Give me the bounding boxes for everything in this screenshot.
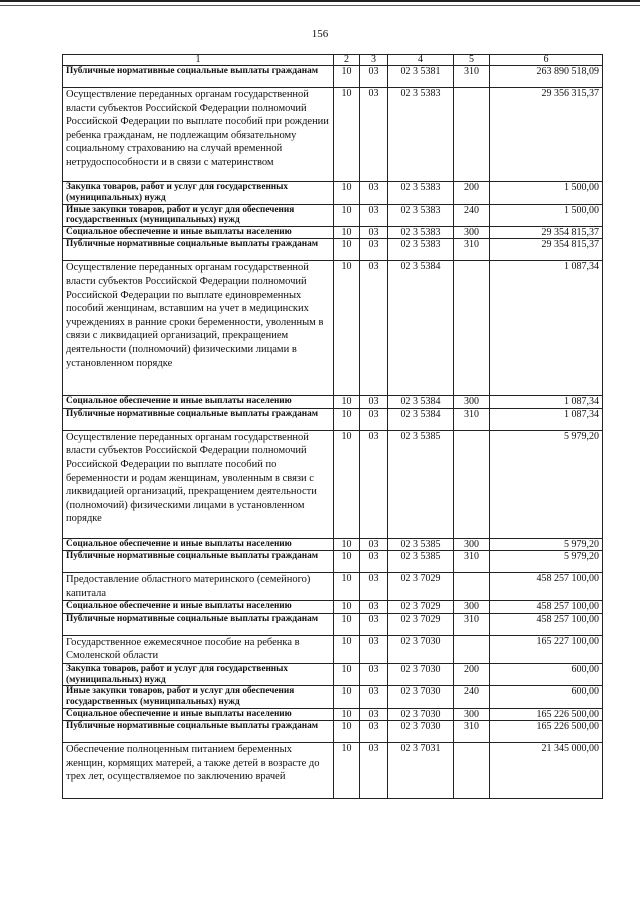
row-subsection: 03 [360, 601, 388, 613]
row-amount: 458 257 100,00 [490, 613, 603, 635]
row-section: 10 [334, 573, 360, 601]
row-amount: 263 890 518,09 [490, 66, 603, 88]
row-section: 10 [334, 613, 360, 635]
row-section: 10 [334, 743, 360, 799]
row-section: 10 [334, 182, 360, 205]
row-subsection: 03 [360, 227, 388, 239]
table-row [63, 601, 603, 613]
row-subsection: 03 [360, 721, 388, 743]
row-subsection: 03 [360, 182, 388, 205]
table-row [63, 261, 603, 396]
row-subsection: 03 [360, 551, 388, 573]
row-subsection: 03 [360, 204, 388, 227]
row-section: 10 [334, 227, 360, 239]
row-description: Социальное обеспечение и иные выплаты населению [63, 538, 334, 550]
row-description: Предоставление областного материнского (семейного) капитала [63, 573, 334, 601]
row-description: Иные закупки товаров, работ и услуг для обеспечения государственных (муниципальных) нужд [63, 204, 334, 227]
row-target-article: 02 3 7029 [388, 613, 454, 635]
row-target-article: 02 3 7030 [388, 708, 454, 720]
row-expense-type: 310 [454, 551, 490, 573]
row-target-article: 02 3 5384 [388, 396, 454, 408]
row-amount: 1 087,34 [490, 396, 603, 408]
row-description: Осуществление переданных органам государственной власти субъектов Российской Федерации полномочий Российской Федерации по выплате единовременных пособий женщинам, вставшим на учет в медицинских учреждениях в ранние сроки беременности, уволенным в связи с ликвидацией организаций, прекращением деятельности (полномочий) физическими лицами в установленном порядке [63, 261, 334, 396]
row-target-article: 02 3 5383 [388, 88, 454, 182]
table-row [63, 708, 603, 720]
row-amount: 1 500,00 [490, 204, 603, 227]
row-target-article: 02 3 7029 [388, 573, 454, 601]
row-description: Публичные нормативные социальные выплаты гражданам [63, 239, 334, 261]
row-subsection: 03 [360, 396, 388, 408]
row-target-article: 02 3 5384 [388, 408, 454, 430]
row-section: 10 [334, 430, 360, 538]
row-amount: 5 979,20 [490, 551, 603, 573]
row-section: 10 [334, 408, 360, 430]
row-description: Осуществление переданных органам государственной власти субъектов Российской Федерации полномочий Российской Федерации по выплате пособий по беременности и родам женщинам, уволенным в связи с ликвидацией организаций, прекращением деятельности (полномочий) физическими лицами в установленном порядке [63, 430, 334, 538]
table-row [63, 613, 603, 635]
table-row [63, 743, 603, 799]
row-description: Публичные нормативные социальные выплаты гражданам [63, 66, 334, 88]
row-expense-type [454, 573, 490, 601]
table-row [63, 721, 603, 743]
row-subsection: 03 [360, 66, 388, 88]
header-cell-6: 6 [490, 55, 603, 66]
row-target-article: 02 3 5381 [388, 66, 454, 88]
row-amount: 1 500,00 [490, 182, 603, 205]
header-cell-5: 5 [454, 55, 490, 66]
table-row [63, 239, 603, 261]
row-subsection: 03 [360, 613, 388, 635]
row-amount: 165 226 500,00 [490, 708, 603, 720]
row-description: Иные закупки товаров, работ и услуг для обеспечения государственных (муниципальных) нужд [63, 686, 334, 709]
table-row [63, 663, 603, 686]
row-description: Публичные нормативные социальные выплаты гражданам [63, 551, 334, 573]
row-expense-type: 310 [454, 408, 490, 430]
row-amount: 29 356 315,37 [490, 88, 603, 182]
row-section: 10 [334, 686, 360, 709]
row-description: Публичные нормативные социальные выплаты гражданам [63, 613, 334, 635]
row-expense-type [454, 635, 490, 663]
row-target-article: 02 3 7030 [388, 635, 454, 663]
row-expense-type: 300 [454, 396, 490, 408]
row-expense-type: 200 [454, 663, 490, 686]
row-amount: 165 226 500,00 [490, 721, 603, 743]
row-section: 10 [334, 239, 360, 261]
row-subsection: 03 [360, 686, 388, 709]
row-description: Осуществление переданных органам государственной власти субъектов Российской Федерации полномочий Российской Федерации по выплате пособий при рождении ребенка гражданам, не подлежащим обязательному социальному страхованию на случай временной нетрудоспособности и в связи с материнством [63, 88, 334, 182]
table-row [63, 430, 603, 538]
row-target-article: 02 3 5385 [388, 430, 454, 538]
row-expense-type [454, 88, 490, 182]
row-expense-type: 310 [454, 239, 490, 261]
row-expense-type: 300 [454, 601, 490, 613]
row-target-article: 02 3 5383 [388, 204, 454, 227]
row-amount: 1 087,34 [490, 261, 603, 396]
row-target-article: 02 3 7030 [388, 721, 454, 743]
row-amount: 165 227 100,00 [490, 635, 603, 663]
row-section: 10 [334, 204, 360, 227]
budget-table [62, 54, 603, 799]
row-target-article: 02 3 5385 [388, 551, 454, 573]
table-row [63, 551, 603, 573]
row-target-article: 02 3 7030 [388, 663, 454, 686]
row-amount: 458 257 100,00 [490, 601, 603, 613]
row-subsection: 03 [360, 635, 388, 663]
row-section: 10 [334, 721, 360, 743]
table-row [63, 635, 603, 663]
row-expense-type: 200 [454, 182, 490, 205]
table-row [63, 396, 603, 408]
row-expense-type [454, 743, 490, 799]
row-expense-type: 240 [454, 204, 490, 227]
row-expense-type [454, 430, 490, 538]
table-row [63, 538, 603, 550]
table-row [63, 573, 603, 601]
row-description: Публичные нормативные социальные выплаты гражданам [63, 721, 334, 743]
row-subsection: 03 [360, 239, 388, 261]
row-section: 10 [334, 551, 360, 573]
table-row [63, 66, 603, 88]
row-expense-type: 310 [454, 721, 490, 743]
row-subsection: 03 [360, 663, 388, 686]
row-target-article: 02 3 7029 [388, 601, 454, 613]
row-target-article: 02 3 5384 [388, 261, 454, 396]
row-target-article: 02 3 5383 [388, 239, 454, 261]
row-description: Социальное обеспечение и иные выплаты населению [63, 396, 334, 408]
row-subsection: 03 [360, 573, 388, 601]
header-cell-4: 4 [388, 55, 454, 66]
table-row [63, 204, 603, 227]
row-section: 10 [334, 663, 360, 686]
row-amount: 29 354 815,37 [490, 227, 603, 239]
row-subsection: 03 [360, 743, 388, 799]
row-expense-type: 310 [454, 613, 490, 635]
row-amount: 29 354 815,37 [490, 239, 603, 261]
row-subsection: 03 [360, 261, 388, 396]
row-target-article: 02 3 5383 [388, 227, 454, 239]
row-expense-type [454, 261, 490, 396]
row-description: Социальное обеспечение и иные выплаты населению [63, 227, 334, 239]
row-expense-type: 300 [454, 708, 490, 720]
table-row [63, 182, 603, 205]
table-row [63, 408, 603, 430]
row-description: Закупка товаров, работ и услуг для государственных (муниципальных) нужд [63, 663, 334, 686]
table-row [63, 88, 603, 182]
row-subsection: 03 [360, 538, 388, 550]
row-target-article: 02 3 5385 [388, 538, 454, 550]
row-section: 10 [334, 601, 360, 613]
header-row [63, 55, 603, 66]
row-subsection: 03 [360, 88, 388, 182]
row-description: Государственное ежемесячное пособие на ребенка в Смоленской области [63, 635, 334, 663]
row-section: 10 [334, 261, 360, 396]
row-section: 10 [334, 88, 360, 182]
row-expense-type: 300 [454, 538, 490, 550]
row-target-article: 02 3 5383 [388, 182, 454, 205]
top-border-line-thin [0, 5, 640, 6]
table-row [63, 686, 603, 709]
row-description: Обеспечение полноценным питанием беременных женщин, кормящих матерей, а также детей в возрасте до трех лет, осуществляемое по заключению врачей [63, 743, 334, 799]
row-expense-type: 300 [454, 227, 490, 239]
row-description: Социальное обеспечение и иные выплаты населению [63, 601, 334, 613]
row-amount: 21 345 000,00 [490, 743, 603, 799]
header-cell-3: 3 [360, 55, 388, 66]
row-amount: 5 979,20 [490, 538, 603, 550]
row-amount: 458 257 100,00 [490, 573, 603, 601]
page-number: 156 [311, 28, 329, 40]
row-amount: 5 979,20 [490, 430, 603, 538]
row-subsection: 03 [360, 430, 388, 538]
row-section: 10 [334, 66, 360, 88]
row-expense-type: 240 [454, 686, 490, 709]
row-amount: 600,00 [490, 663, 603, 686]
row-section: 10 [334, 538, 360, 550]
row-description: Публичные нормативные социальные выплаты гражданам [63, 408, 334, 430]
row-target-article: 02 3 7030 [388, 686, 454, 709]
row-section: 10 [334, 708, 360, 720]
row-amount: 600,00 [490, 686, 603, 709]
row-description: Закупка товаров, работ и услуг для государственных (муниципальных) нужд [63, 182, 334, 205]
row-subsection: 03 [360, 408, 388, 430]
row-subsection: 03 [360, 708, 388, 720]
row-description: Социальное обеспечение и иные выплаты населению [63, 708, 334, 720]
row-amount: 1 087,34 [490, 408, 603, 430]
row-section: 10 [334, 396, 360, 408]
header-cell-2: 2 [334, 55, 360, 66]
top-border-line [0, 0, 640, 2]
row-expense-type: 310 [454, 66, 490, 88]
row-target-article: 02 3 7031 [388, 743, 454, 799]
header-cell-1: 1 [63, 55, 334, 66]
table-row [63, 227, 603, 239]
row-section: 10 [334, 635, 360, 663]
